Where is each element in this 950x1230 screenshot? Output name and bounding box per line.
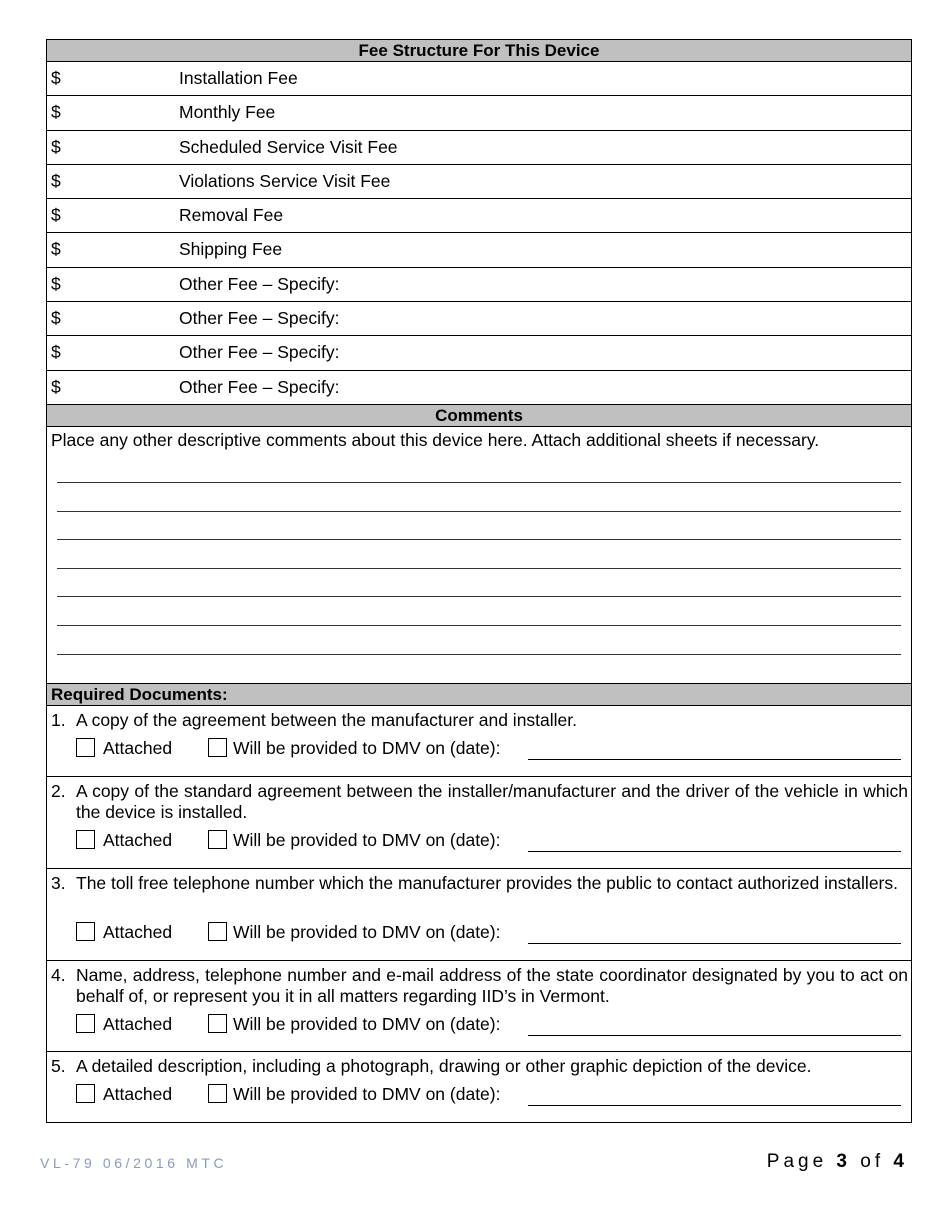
doc-number: 3. <box>51 872 66 893</box>
fee-row-removal[interactable] <box>47 199 911 233</box>
will-provide-checkbox[interactable] <box>208 1014 227 1033</box>
fee-label: Installation Fee <box>179 68 298 88</box>
form-code: VL-79 06/2016 MTC <box>40 1155 228 1171</box>
attached-label: Attached <box>103 737 173 758</box>
will-provide-label: Will be provided to DMV on (date): <box>233 1083 501 1104</box>
doc-text: A copy of the standard agreement between the installer/manufacturer and the driver of the vehicle in which the device is installed. <box>76 780 908 822</box>
will-provide-checkbox[interactable] <box>208 738 227 757</box>
attached-checkbox[interactable] <box>76 922 95 941</box>
fee-row-monthly[interactable] <box>47 96 911 130</box>
attached-checkbox[interactable] <box>76 738 95 757</box>
will-provide-label: Will be provided to DMV on (date): <box>233 829 501 850</box>
comment-line[interactable] <box>57 625 901 626</box>
fee-label: Other Fee – Specify: <box>179 273 340 294</box>
page-indicator <box>767 1151 908 1173</box>
fee-label: Removal Fee <box>179 205 284 226</box>
fee-label: Other Fee – Specify: <box>179 342 340 363</box>
doc-options <box>76 1083 901 1105</box>
comment-line[interactable] <box>57 539 901 540</box>
of-word: of <box>860 1151 885 1172</box>
required-doc-2 <box>47 777 911 869</box>
date-field[interactable] <box>528 759 901 760</box>
required-doc-4 <box>47 961 911 1052</box>
doc-text: A copy of the agreement between the manufacturer and installer. <box>76 709 578 730</box>
comment-line[interactable] <box>57 596 901 597</box>
fee-label: Violations Service Visit Fee <box>179 170 391 191</box>
currency-symbol: $ <box>51 68 61 88</box>
doc-options <box>76 829 901 851</box>
fee-row-other-4[interactable] <box>47 371 911 405</box>
will-provide-checkbox[interactable] <box>208 830 227 849</box>
current-page: 3 <box>836 1151 851 1172</box>
currency-symbol: $ <box>51 102 61 123</box>
page-word: Page <box>766 1151 828 1172</box>
attached-checkbox[interactable] <box>76 830 95 849</box>
fee-row-shipping[interactable] <box>47 233 911 267</box>
date-field[interactable] <box>528 943 901 944</box>
currency-symbol: $ <box>51 376 61 397</box>
doc-text: A detailed description, including a photograph, drawing or other graphic depiction of the device. <box>76 1055 812 1076</box>
fee-label: Other Fee – Specify: <box>179 308 340 329</box>
comments-instructions: Place any other descriptive comments about this device here. Attach additional sheets if necessary. <box>51 429 820 450</box>
currency-symbol: $ <box>51 342 61 363</box>
attached-checkbox[interactable] <box>76 1084 95 1103</box>
doc-text: Name, address, telephone number and e-mail address of the state coordinator designated by you to act on behalf of, or represent you it in all matters regarding IID’s in Vermont. <box>76 964 908 1006</box>
doc-number: 5. <box>51 1055 66 1076</box>
fee-label: Shipping Fee <box>179 239 283 260</box>
required-doc-5 <box>47 1052 911 1122</box>
will-provide-label: Will be provided to DMV on (date): <box>233 1013 501 1034</box>
will-provide-label: Will be provided to DMV on (date): <box>233 921 501 942</box>
doc-options <box>76 1013 901 1035</box>
will-provide-checkbox[interactable] <box>208 922 227 941</box>
doc-number: 2. <box>51 780 66 801</box>
fee-row-other-1[interactable] <box>47 268 911 302</box>
comment-line[interactable] <box>57 654 901 655</box>
currency-symbol: $ <box>51 170 61 191</box>
attached-label: Attached <box>103 921 173 942</box>
required-doc-1 <box>47 706 911 777</box>
currency-symbol: $ <box>51 205 61 226</box>
comment-line[interactable] <box>57 511 901 512</box>
required-documents-header: Required Documents: <box>47 684 911 706</box>
comments-header: Comments <box>47 405 911 427</box>
fee-table <box>47 62 911 405</box>
required-doc-3 <box>47 869 911 961</box>
total-pages: 4 <box>893 1151 908 1172</box>
attached-label: Attached <box>103 1013 173 1034</box>
vl79-form-page <box>46 39 912 1123</box>
fee-row-violations-service[interactable] <box>47 165 911 199</box>
doc-number: 1. <box>51 709 66 730</box>
date-field[interactable] <box>528 1105 901 1106</box>
attached-checkbox[interactable] <box>76 1014 95 1033</box>
fee-structure-header: Fee Structure For This Device <box>47 40 911 62</box>
fee-label: Monthly Fee <box>179 102 276 123</box>
doc-options <box>76 921 901 943</box>
date-field[interactable] <box>528 851 901 852</box>
fee-row-other-3[interactable] <box>47 336 911 370</box>
will-provide-checkbox[interactable] <box>208 1084 227 1103</box>
comments-area[interactable] <box>47 427 911 684</box>
comment-line[interactable] <box>57 568 901 569</box>
fee-label: Other Fee – Specify: <box>179 376 340 397</box>
currency-symbol: $ <box>51 273 61 294</box>
will-provide-label: Will be provided to DMV on (date): <box>233 737 501 758</box>
currency-symbol: $ <box>51 239 61 260</box>
fee-row-other-2[interactable] <box>47 302 911 336</box>
currency-symbol: $ <box>51 136 61 157</box>
attached-label: Attached <box>103 1083 173 1104</box>
comment-line[interactable] <box>57 482 901 483</box>
attached-label: Attached <box>103 829 173 850</box>
currency-symbol: $ <box>51 308 61 329</box>
fee-label: Scheduled Service Visit Fee <box>179 136 398 157</box>
doc-options <box>76 737 901 759</box>
doc-number: 4. <box>51 964 66 985</box>
doc-text: The toll free telephone number which the manufacturer provides the public to contact authorized installers. <box>76 872 898 893</box>
fee-row-installation[interactable] <box>47 62 911 96</box>
fee-row-scheduled-service[interactable] <box>47 131 911 165</box>
date-field[interactable] <box>528 1035 901 1036</box>
